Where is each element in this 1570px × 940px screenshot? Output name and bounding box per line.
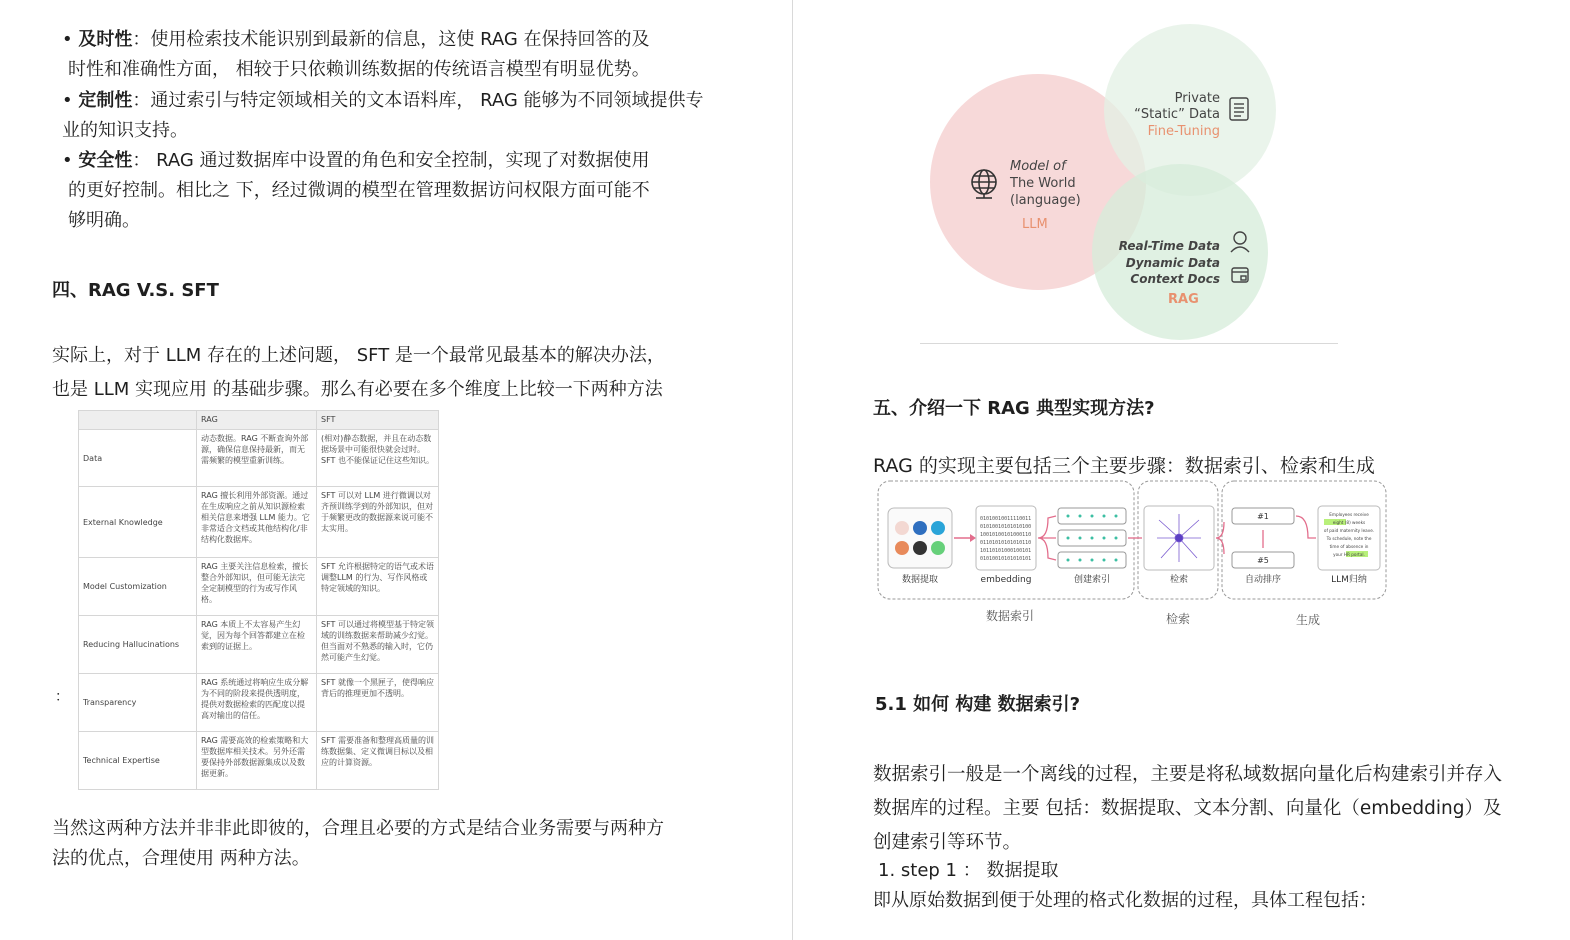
table-cell: SFT 就像一个黑匣子，使得响应背后的推理更加不透明。 bbox=[317, 674, 439, 732]
embedding-bits: 01010010101010100 bbox=[980, 524, 1032, 530]
section5-intro: RAG 的实现主要包括三个主要步骤：数据索引、检索和生成 bbox=[873, 455, 1375, 477]
index-vectors bbox=[1058, 508, 1126, 568]
rag-pipeline-diagram bbox=[876, 478, 1388, 628]
venn-rag-line: Dynamic Data bbox=[1125, 256, 1220, 270]
answer-line: eight (8) weeks bbox=[1332, 520, 1366, 525]
table-row bbox=[79, 674, 439, 732]
table-cell: RAG 主要关注信息检索，擅长整合外部知识，但可能无法完全定制模型的行为或写作风格。 bbox=[197, 558, 317, 616]
table-cell: External Knowledge bbox=[79, 487, 197, 558]
step-label-index: 创建索引 bbox=[1073, 575, 1111, 585]
branch-arrow-icon bbox=[1216, 522, 1224, 554]
stage-label-indexing: 数据索引 bbox=[985, 609, 1035, 623]
subsection-title-build-index: 5.1 如何 构建 数据索引? bbox=[875, 694, 1081, 715]
stage-label-generation: 生成 bbox=[1295, 613, 1321, 627]
text-line: 法的优点，合理使用 两种方法。 bbox=[52, 848, 310, 869]
bullet-text: 的更好控制。相比之 下，经过微调的模型在管理数据访问权限方面可能不 bbox=[68, 180, 650, 201]
embedding-bits: 01101010101010110 bbox=[980, 540, 1032, 546]
venn-llm-line: (language) bbox=[1010, 193, 1081, 208]
step-label-retrieval: 检索 bbox=[1169, 575, 1189, 585]
step-label-extraction: 数据提取 bbox=[901, 575, 939, 585]
bullet-term: 安全性 bbox=[78, 150, 133, 171]
rank-top-label: #1 bbox=[1257, 512, 1269, 521]
bullet-text: 够明确。 bbox=[68, 210, 140, 231]
section-title-rag-vs-sft: 四、RAG V.S. SFT bbox=[52, 280, 219, 301]
venn-private-line: “Static” Data bbox=[1134, 107, 1220, 122]
bullet-timeliness: • 及时性：使用检索技术能识别到最新的信息，这使 RAG 在保持回答的及 时性和准确性方面， 相较于只依赖训练数据的传统语言模型有明显优势。 bbox=[62, 25, 650, 85]
conclusion-paragraph bbox=[52, 814, 664, 874]
embedding-bits: 01010010011110011 bbox=[980, 516, 1032, 522]
table-cell: Reducing Hallucinations bbox=[79, 616, 197, 674]
table-cell: Transparency bbox=[79, 674, 197, 732]
text-line: 创建索引等环节。 bbox=[873, 832, 1022, 853]
bullet-security: • 安全性： RAG 通过数据库中设置的角色和安全控制，实现了对数据使用 的更好控制。相比之 下，经过微调的模型在管理数据访问权限方面可能不 够明确。 bbox=[62, 146, 650, 236]
table-cell: 动态数据。RAG 不断查询外部源，确保信息保持最新，而无需频繁的模型重新训练。 bbox=[197, 430, 317, 487]
step-label-embedding: embedding bbox=[980, 575, 1032, 585]
table-header: RAG bbox=[197, 411, 317, 430]
table-header: SFT bbox=[317, 411, 439, 430]
table-cell: RAG 系统通过将响应生成分解为不同的阶段来提供透明度，提供对数据检索的匹配度以提高对输出的信任。 bbox=[197, 674, 317, 732]
bullet-text: ： RAG 通过数据库中设置的角色和安全控制，实现了对数据使用 bbox=[132, 150, 650, 171]
table-cell: (相对)静态数据，并且在动态数据场景中可能很快就会过时。SFT 也不能保证记住这些知识。 bbox=[317, 430, 439, 487]
answer-line: your HR portal. bbox=[1333, 552, 1365, 557]
venn-llm-tag: LLM bbox=[1022, 217, 1048, 232]
table-row bbox=[79, 558, 439, 616]
embedding-bits: 01010010101010101 bbox=[980, 556, 1032, 562]
figure-rule bbox=[920, 343, 1338, 344]
bullet-customization: • 定制性：通过索引与特定领域相关的文本语料库， RAG 能够为不同领域提供专 业的知识支持。 bbox=[62, 86, 704, 146]
bullet-text: ：使用检索技术能识别到最新的信息，这使 RAG 在保持回答的及 bbox=[132, 29, 650, 50]
table-cell: SFT 可以通过将模型基于特定领域的训练数据来帮助减少幻觉。但当面对不熟悉的输入时，它仍然可能产生幻觉。 bbox=[317, 616, 439, 674]
table-cell: RAG 本质上不太容易产生幻觉，因为每个回答都建立在检索到的证据上。 bbox=[197, 616, 317, 674]
table-row bbox=[79, 732, 439, 790]
colon-mark: ： bbox=[55, 689, 69, 705]
step1-heading: 1. step 1 ： 数据提取 bbox=[878, 860, 1059, 881]
embedding-bits: 10010100101000110 bbox=[980, 532, 1032, 538]
table-header-row bbox=[79, 411, 439, 430]
arrow-head-icon bbox=[970, 534, 976, 542]
answer-line: time of absence in bbox=[1329, 544, 1369, 549]
venn-private-line: Private bbox=[1174, 91, 1220, 106]
answer-line: of paid maternity leave. bbox=[1323, 528, 1375, 533]
table-cell: SFT 允许根据特定的语气或术语调整LLM 的行为、写作风格或特定领域的知识。 bbox=[317, 558, 439, 616]
intro-paragraph bbox=[52, 339, 665, 407]
data-sources-icon bbox=[888, 508, 952, 568]
venn-diagram bbox=[920, 22, 1340, 347]
text-line: 数据库的过程。主要 包括：数据提取、文本分割、向量化（embedding）及 bbox=[873, 798, 1502, 819]
arrow-icon bbox=[1296, 516, 1316, 538]
branch-arrow-icon bbox=[1038, 516, 1056, 560]
rank-bottom-label: #5 bbox=[1257, 556, 1269, 565]
text-line: 也是 LLM 实现应用 的基础步骤。那么有必要在多个维度上比较一下两种方法 bbox=[52, 379, 663, 400]
table-cell: SFT 可以对 LLM 进行微调以对齐预训练学到的外部知识，但对于频繁更改的数据源来说可能不太实用。 bbox=[317, 487, 439, 558]
bullet-text: ：通过索引与特定领域相关的文本语料库， RAG 能够为不同领域提供专 bbox=[132, 90, 704, 111]
page-divider bbox=[792, 0, 793, 940]
answer-line: Employees receive bbox=[1329, 512, 1369, 517]
bullet-text: 业的知识支持。 bbox=[62, 120, 188, 141]
table-row bbox=[79, 487, 439, 558]
step-label-llm: LLM归纳 bbox=[1331, 575, 1367, 585]
step-label-ranking: 自动排序 bbox=[1244, 575, 1282, 585]
section-title-rag-implementation: 五、介绍一下 RAG 典型实现方法? bbox=[873, 398, 1155, 419]
bullet-text: 时性和准确性方面， 相较于只依赖训练数据的传统语言模型有明显优势。 bbox=[68, 59, 650, 80]
venn-llm-line: Model of bbox=[1010, 159, 1066, 174]
comparison-table bbox=[78, 410, 439, 790]
stage-label-retrieval: 检索 bbox=[1165, 612, 1191, 626]
table-header bbox=[79, 411, 197, 430]
venn-private-tag: Fine-Tuning bbox=[1147, 124, 1220, 139]
table-cell: RAG 擅长利用外部资源。通过在生成响应之前从知识源检索相关信息来增强 LLM 能力。它非常适合文档或其他结构化/非结构化数据库。 bbox=[197, 487, 317, 558]
embedding-bits: 10110101000100101 bbox=[980, 548, 1032, 554]
table-cell: Technical Expertise bbox=[79, 732, 197, 790]
venn-llm-line: The World bbox=[1010, 176, 1076, 191]
table-cell: Data bbox=[79, 430, 197, 487]
index-paragraph bbox=[873, 758, 1502, 860]
text-line: 当然这两种方法并非非此即彼的，合理且必要的方式是结合业务需要与两种方 bbox=[52, 818, 664, 839]
step1-description: 即从原始数据到便于处理的格式化数据的过程，具体工程包括： bbox=[873, 890, 1377, 911]
bullet-term: 及时性 bbox=[78, 29, 133, 50]
venn-rag-line: Real-Time Data bbox=[1118, 239, 1220, 253]
table-cell: SFT 需要准备和整理高质量的训练数据集、定义微调目标以及相应的计算资源。 bbox=[317, 732, 439, 790]
table-cell: Model Customization bbox=[79, 558, 197, 616]
venn-rag-line: Context Docs bbox=[1130, 272, 1220, 286]
text-line: 数据索引一般是一个离线的过程，主要是将私域数据向量化后构建索引并存入 bbox=[873, 764, 1503, 785]
bullet-term: 定制性 bbox=[78, 90, 133, 111]
table-cell: RAG 需要高效的检索策略和大型数据库相关技术。另外还需要保持外部数据源集成以及数据更新。 bbox=[197, 732, 317, 790]
venn-rag-tag: RAG bbox=[1168, 292, 1199, 307]
text-line: 实际上，对于 LLM 存在的上述问题， SFT 是一个最常见最基本的解决办法， bbox=[52, 345, 665, 366]
table-row bbox=[79, 430, 439, 487]
answer-line: To schedule, note the bbox=[1326, 536, 1372, 541]
table-row bbox=[79, 616, 439, 674]
